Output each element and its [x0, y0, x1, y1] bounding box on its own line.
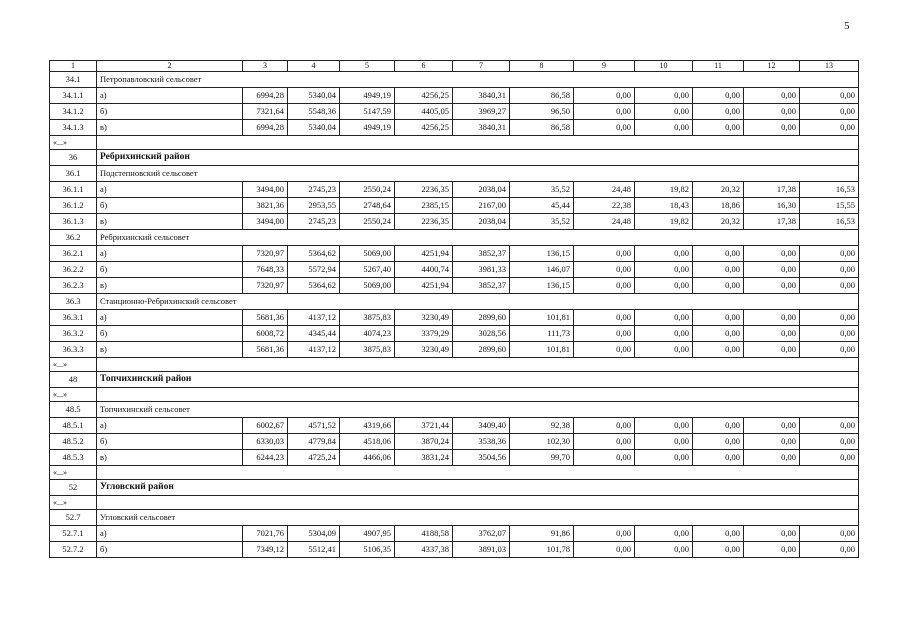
value-cell: 0,00 [693, 104, 744, 120]
table-row [50, 198, 859, 214]
value-cell: 5267,40 [340, 262, 395, 278]
value-cell: 0,00 [800, 104, 859, 120]
value-cell: 6008,72 [243, 326, 288, 342]
row-variant: а) [97, 526, 243, 542]
district-row [50, 480, 859, 496]
value-cell: 0,00 [635, 450, 693, 466]
value-cell: 4137,12 [288, 310, 340, 326]
value-cell: 92,38 [510, 418, 574, 434]
value-cell: 6244,23 [243, 450, 288, 466]
ellipsis-row [50, 496, 859, 510]
value-cell: 3840,31 [453, 120, 510, 136]
value-cell: 0,00 [574, 526, 635, 542]
value-cell: 3230,49 [395, 342, 453, 358]
empty-cell [97, 496, 859, 510]
row-code: 52.7.2 [50, 542, 97, 558]
value-cell: 0,00 [574, 418, 635, 434]
value-cell: 2550,24 [340, 182, 395, 198]
settlement-name: Станционно-Ребрихинский сельсовет [97, 294, 859, 310]
value-cell: 3538,36 [453, 434, 510, 450]
value-cell: 0,00 [800, 88, 859, 104]
table-row [50, 526, 859, 542]
table-row [50, 120, 859, 136]
value-cell: 3721,44 [395, 418, 453, 434]
district-row [50, 150, 859, 166]
row-variant: в) [97, 278, 243, 294]
value-cell: 4571,52 [288, 418, 340, 434]
value-cell: 7321,64 [243, 104, 288, 120]
section-row [50, 510, 859, 526]
value-cell: 3969,27 [453, 104, 510, 120]
value-cell: 4518,06 [340, 434, 395, 450]
value-cell: 96,50 [510, 104, 574, 120]
column-number: 13 [800, 61, 859, 72]
value-cell: 5681,36 [243, 342, 288, 358]
section-row [50, 402, 859, 418]
section-row [50, 294, 859, 310]
value-cell: 20,32 [693, 182, 744, 198]
value-cell: 2038,04 [453, 182, 510, 198]
settlement-name: Петропавловский сельсовет [97, 72, 859, 88]
value-cell: 4400,74 [395, 262, 453, 278]
value-cell: 24,48 [574, 182, 635, 198]
value-cell: 0,00 [800, 434, 859, 450]
value-cell: 0,00 [800, 310, 859, 326]
value-cell: 17,38 [744, 182, 800, 198]
value-cell: 0,00 [693, 450, 744, 466]
value-cell: 19,82 [635, 214, 693, 230]
value-cell: 5512,41 [288, 542, 340, 558]
row-code: 34.1.3 [50, 120, 97, 136]
value-cell: 5340,04 [288, 88, 340, 104]
value-cell: 4137,12 [288, 342, 340, 358]
value-cell: 0,00 [744, 310, 800, 326]
value-cell: 0,00 [693, 120, 744, 136]
column-number: 10 [635, 61, 693, 72]
value-cell: 0,00 [693, 246, 744, 262]
value-cell: 136,15 [510, 278, 574, 294]
value-cell: 2167,00 [453, 198, 510, 214]
row-variant: в) [97, 120, 243, 136]
row-variant: в) [97, 214, 243, 230]
value-cell: 0,00 [693, 310, 744, 326]
value-cell: 0,00 [744, 104, 800, 120]
value-cell: 3852,37 [453, 278, 510, 294]
value-cell: 2748,64 [340, 198, 395, 214]
value-cell: 2550,24 [340, 214, 395, 230]
value-cell: 4251,94 [395, 278, 453, 294]
row-code: 52 [50, 480, 97, 496]
value-cell: 5364,62 [288, 246, 340, 262]
row-code: 36.3 [50, 294, 97, 310]
value-cell: 0,00 [635, 88, 693, 104]
row-code: 36.1.3 [50, 214, 97, 230]
value-cell: 2745,23 [288, 214, 340, 230]
value-cell: 3821,36 [243, 198, 288, 214]
value-cell: 5106,35 [340, 542, 395, 558]
value-cell: 0,00 [635, 542, 693, 558]
empty-cell [97, 358, 859, 372]
value-cell: 0,00 [744, 88, 800, 104]
value-cell: 0,00 [693, 278, 744, 294]
value-cell: 35,52 [510, 182, 574, 198]
value-cell: 0,00 [744, 526, 800, 542]
column-number: 7 [453, 61, 510, 72]
section-row [50, 72, 859, 88]
value-cell: 5340,04 [288, 120, 340, 136]
value-cell: 16,53 [800, 214, 859, 230]
ellipsis-row [50, 388, 859, 402]
district-name: Топчихинский район [97, 372, 859, 388]
ellipsis-marker: «...» [50, 466, 97, 480]
value-cell: 99,70 [510, 450, 574, 466]
value-cell: 2745,23 [288, 182, 340, 198]
value-cell: 0,00 [800, 120, 859, 136]
value-cell: 0,00 [574, 342, 635, 358]
value-cell: 4405,05 [395, 104, 453, 120]
value-cell: 5069,00 [340, 278, 395, 294]
row-code: 36.1 [50, 166, 97, 182]
value-cell: 0,00 [635, 278, 693, 294]
value-cell: 0,00 [574, 326, 635, 342]
value-cell: 0,00 [635, 120, 693, 136]
value-cell: 0,00 [574, 450, 635, 466]
table-row [50, 542, 859, 558]
value-cell: 0,00 [574, 120, 635, 136]
value-cell: 5069,00 [340, 246, 395, 262]
value-cell: 3409,40 [453, 418, 510, 434]
ellipsis-marker: «...» [50, 388, 97, 402]
value-cell: 7021,76 [243, 526, 288, 542]
value-cell: 0,00 [693, 418, 744, 434]
district-row [50, 372, 859, 388]
value-cell: 16,53 [800, 182, 859, 198]
row-variant: а) [97, 418, 243, 434]
row-code: 36.3.3 [50, 342, 97, 358]
empty-cell [97, 136, 859, 150]
value-cell: 0,00 [744, 434, 800, 450]
row-code: 36.1.2 [50, 198, 97, 214]
value-cell: 0,00 [693, 326, 744, 342]
value-cell: 6994,28 [243, 88, 288, 104]
ellipsis-row [50, 136, 859, 150]
value-cell: 2953,55 [288, 198, 340, 214]
value-cell: 18,43 [635, 198, 693, 214]
value-cell: 3981,33 [453, 262, 510, 278]
row-variant: а) [97, 246, 243, 262]
value-cell: 0,00 [800, 246, 859, 262]
row-variant: б) [97, 104, 243, 120]
table-row [50, 326, 859, 342]
value-cell: 7349,12 [243, 542, 288, 558]
section-row [50, 230, 859, 246]
value-cell: 111,73 [510, 326, 574, 342]
table-row [50, 214, 859, 230]
row-code: 34.1 [50, 72, 97, 88]
value-cell: 146,07 [510, 262, 574, 278]
value-cell: 101,78 [510, 542, 574, 558]
value-cell: 0,00 [574, 434, 635, 450]
value-cell: 45,44 [510, 198, 574, 214]
row-code: 48.5 [50, 402, 97, 418]
value-cell: 0,00 [693, 434, 744, 450]
value-cell: 3891,03 [453, 542, 510, 558]
value-cell: 2038,04 [453, 214, 510, 230]
value-cell: 35,52 [510, 214, 574, 230]
row-code: 36.1.1 [50, 182, 97, 198]
value-cell: 3230,49 [395, 310, 453, 326]
table-row [50, 418, 859, 434]
value-cell: 0,00 [800, 278, 859, 294]
value-cell: 0,00 [635, 434, 693, 450]
value-cell: 0,00 [744, 278, 800, 294]
value-cell: 0,00 [574, 262, 635, 278]
value-cell: 15,55 [800, 198, 859, 214]
value-cell: 16,30 [744, 198, 800, 214]
value-cell: 0,00 [635, 262, 693, 278]
value-cell: 0,00 [744, 450, 800, 466]
value-cell: 24,48 [574, 214, 635, 230]
value-cell: 7320,97 [243, 246, 288, 262]
value-cell: 6330,03 [243, 434, 288, 450]
value-cell: 2236,35 [395, 182, 453, 198]
value-cell: 3028,56 [453, 326, 510, 342]
value-cell: 0,00 [744, 542, 800, 558]
value-cell: 0,00 [744, 262, 800, 278]
district-name: Ребрихинский район [97, 150, 859, 166]
row-code: 36.3.1 [50, 310, 97, 326]
value-cell: 5304,09 [288, 526, 340, 542]
empty-cell [97, 466, 859, 480]
row-variant: б) [97, 198, 243, 214]
row-variant: б) [97, 542, 243, 558]
row-variant: а) [97, 310, 243, 326]
value-cell: 20,32 [693, 214, 744, 230]
row-variant: в) [97, 450, 243, 466]
value-cell: 19,82 [635, 182, 693, 198]
table-row [50, 342, 859, 358]
column-number: 11 [693, 61, 744, 72]
value-cell: 0,00 [744, 120, 800, 136]
table-row [50, 310, 859, 326]
settlement-name: Угловский сельсовет [97, 510, 859, 526]
value-cell: 86,58 [510, 88, 574, 104]
value-cell: 0,00 [574, 88, 635, 104]
value-cell: 0,00 [800, 450, 859, 466]
settlement-name: Топчихинский сельсовет [97, 402, 859, 418]
value-cell: 0,00 [693, 88, 744, 104]
value-cell: 3831,24 [395, 450, 453, 466]
row-variant: а) [97, 182, 243, 198]
value-cell: 5572,94 [288, 262, 340, 278]
value-cell: 0,00 [635, 342, 693, 358]
value-cell: 0,00 [635, 526, 693, 542]
value-cell: 3840,31 [453, 88, 510, 104]
value-cell: 0,00 [635, 418, 693, 434]
value-cell: 4779,84 [288, 434, 340, 450]
value-cell: 3852,37 [453, 246, 510, 262]
value-cell: 18,86 [693, 198, 744, 214]
value-cell: 0,00 [693, 526, 744, 542]
row-variant: а) [97, 88, 243, 104]
value-cell: 2385,15 [395, 198, 453, 214]
value-cell: 4256,25 [395, 88, 453, 104]
ellipsis-marker: «...» [50, 496, 97, 510]
value-cell: 4466,06 [340, 450, 395, 466]
row-variant: б) [97, 434, 243, 450]
page-number: 5 [844, 20, 850, 32]
settlement-name: Ребрихинский сельсовет [97, 230, 859, 246]
column-number: 5 [340, 61, 395, 72]
value-cell: 3494,00 [243, 182, 288, 198]
table-row [50, 278, 859, 294]
value-cell: 4074,23 [340, 326, 395, 342]
row-code: 36.3.2 [50, 326, 97, 342]
column-number: 1 [50, 61, 97, 72]
value-cell: 3379,29 [395, 326, 453, 342]
value-cell: 0,00 [800, 342, 859, 358]
row-code: 36.2.1 [50, 246, 97, 262]
table-row [50, 246, 859, 262]
value-cell: 0,00 [744, 418, 800, 434]
value-cell: 0,00 [574, 278, 635, 294]
value-cell: 0,00 [574, 542, 635, 558]
row-code: 48.5.1 [50, 418, 97, 434]
value-cell: 6994,28 [243, 120, 288, 136]
tariff-table [49, 60, 859, 558]
value-cell: 7320,97 [243, 278, 288, 294]
ellipsis-marker: «...» [50, 136, 97, 150]
value-cell: 0,00 [635, 326, 693, 342]
value-cell: 0,00 [574, 310, 635, 326]
value-cell: 3875,83 [340, 310, 395, 326]
row-variant: б) [97, 262, 243, 278]
value-cell: 4319,66 [340, 418, 395, 434]
row-code: 48 [50, 372, 97, 388]
value-cell: 6002,67 [243, 418, 288, 434]
value-cell: 3875,83 [340, 342, 395, 358]
value-cell: 0,00 [693, 542, 744, 558]
value-cell: 0,00 [744, 326, 800, 342]
column-number: 8 [510, 61, 574, 72]
value-cell: 4256,25 [395, 120, 453, 136]
value-cell: 4949,19 [340, 88, 395, 104]
column-number-row [50, 61, 859, 72]
value-cell: 3494,00 [243, 214, 288, 230]
value-cell: 2899,60 [453, 342, 510, 358]
district-name: Угловский район [97, 480, 859, 496]
value-cell: 4188,58 [395, 526, 453, 542]
value-cell: 4907,95 [340, 526, 395, 542]
table-row [50, 450, 859, 466]
ellipsis-row [50, 358, 859, 372]
value-cell: 22,38 [574, 198, 635, 214]
value-cell: 0,00 [635, 246, 693, 262]
value-cell: 4725,24 [288, 450, 340, 466]
row-code: 34.1.1 [50, 88, 97, 104]
value-cell: 102,30 [510, 434, 574, 450]
ellipsis-row [50, 466, 859, 480]
row-code: 36.2 [50, 230, 97, 246]
value-cell: 86,58 [510, 120, 574, 136]
column-number: 9 [574, 61, 635, 72]
value-cell: 5364,62 [288, 278, 340, 294]
value-cell: 0,00 [574, 104, 635, 120]
table-row [50, 262, 859, 278]
value-cell: 101,81 [510, 342, 574, 358]
value-cell: 0,00 [744, 342, 800, 358]
column-number: 2 [97, 61, 243, 72]
column-number: 6 [395, 61, 453, 72]
table-row [50, 104, 859, 120]
row-code: 48.5.2 [50, 434, 97, 450]
value-cell: 0,00 [744, 246, 800, 262]
value-cell: 5548,36 [288, 104, 340, 120]
value-cell: 7648,33 [243, 262, 288, 278]
value-cell: 101,81 [510, 310, 574, 326]
table-row [50, 182, 859, 198]
value-cell: 4345,44 [288, 326, 340, 342]
value-cell: 0,00 [800, 542, 859, 558]
value-cell: 3870,24 [395, 434, 453, 450]
value-cell: 0,00 [635, 104, 693, 120]
value-cell: 3504,56 [453, 450, 510, 466]
empty-cell [97, 388, 859, 402]
row-code: 52.7.1 [50, 526, 97, 542]
value-cell: 5681,36 [243, 310, 288, 326]
value-cell: 0,00 [635, 310, 693, 326]
settlement-name: Подстепновский сельсовет [97, 166, 859, 182]
row-variant: б) [97, 326, 243, 342]
value-cell: 5147,59 [340, 104, 395, 120]
column-number: 3 [243, 61, 288, 72]
value-cell: 0,00 [800, 418, 859, 434]
row-code: 52.7 [50, 510, 97, 526]
value-cell: 3762,07 [453, 526, 510, 542]
value-cell: 0,00 [800, 262, 859, 278]
table-row [50, 88, 859, 104]
value-cell: 0,00 [693, 262, 744, 278]
value-cell: 136,15 [510, 246, 574, 262]
value-cell: 0,00 [574, 246, 635, 262]
value-cell: 0,00 [800, 326, 859, 342]
row-code: 36.2.2 [50, 262, 97, 278]
table-row [50, 434, 859, 450]
value-cell: 4949,19 [340, 120, 395, 136]
value-cell: 17,38 [744, 214, 800, 230]
row-code: 36.2.3 [50, 278, 97, 294]
value-cell: 0,00 [693, 342, 744, 358]
value-cell: 2236,35 [395, 214, 453, 230]
row-code: 34.1.2 [50, 104, 97, 120]
row-code: 36 [50, 150, 97, 166]
section-row [50, 166, 859, 182]
row-code: 48.5.3 [50, 450, 97, 466]
value-cell: 0,00 [800, 526, 859, 542]
value-cell: 4251,94 [395, 246, 453, 262]
row-variant: в) [97, 342, 243, 358]
value-cell: 2899,60 [453, 310, 510, 326]
column-number: 4 [288, 61, 340, 72]
column-number: 12 [744, 61, 800, 72]
value-cell: 91,86 [510, 526, 574, 542]
value-cell: 4337,38 [395, 542, 453, 558]
ellipsis-marker: «...» [50, 358, 97, 372]
